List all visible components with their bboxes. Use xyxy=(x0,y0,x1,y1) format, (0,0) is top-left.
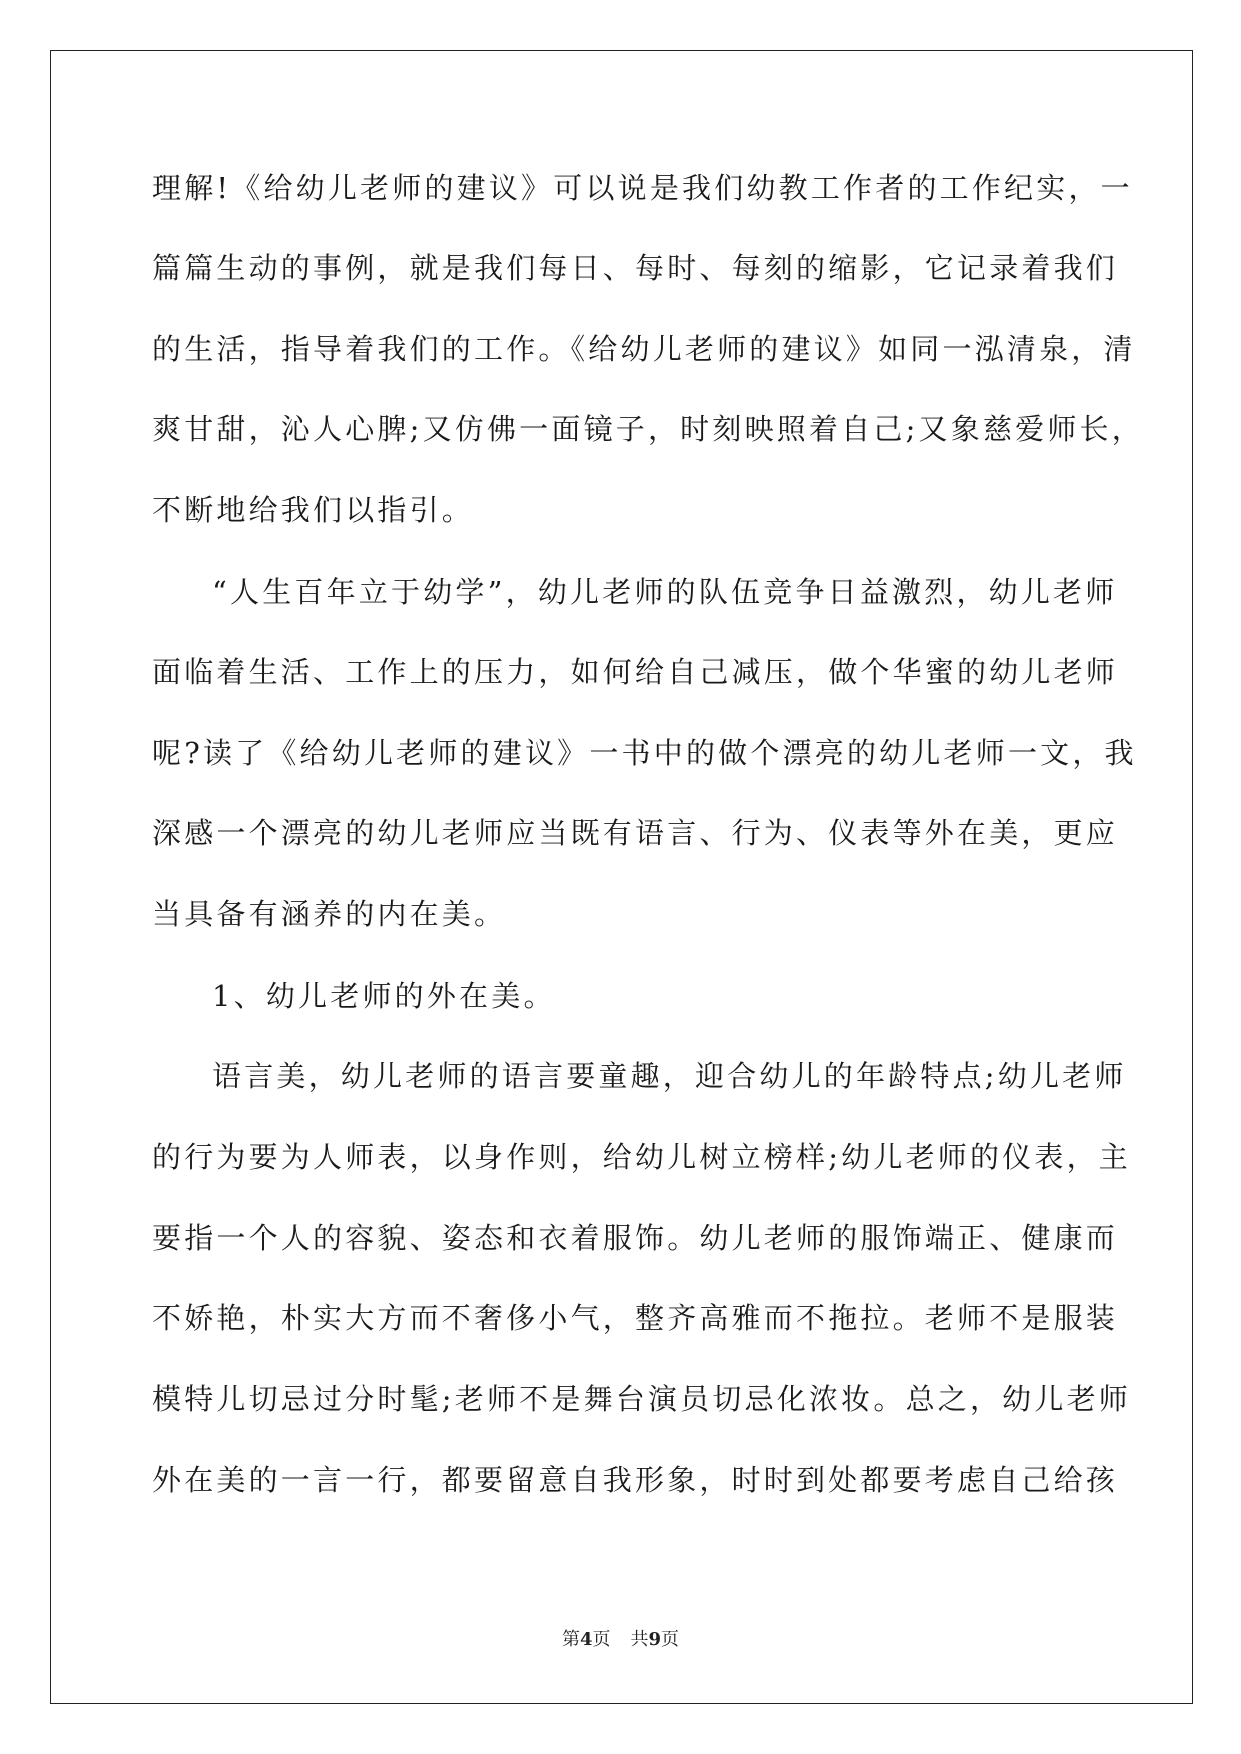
text-line: 的生活，指导着我们的工作。《给幼儿老师的建议》如同一泓清泉，清 xyxy=(152,332,1136,366)
text-line: “人生百年立于幼学”，幼儿老师的队伍竞争日益激烈，幼儿老师 xyxy=(212,575,1118,609)
text-line: 的行为要为人师表，以身作则，给幼儿树立榜样;幼儿老师的仪表，主 xyxy=(152,1140,1131,1174)
page-border xyxy=(50,50,1193,1704)
text-line: 篇篇生动的事例，就是我们每日、每时、每刻的缩影，它记录着我们 xyxy=(152,251,1119,285)
text-line: 理解!《给幼儿老师的建议》可以说是我们幼教工作者的工作纪实，一 xyxy=(152,171,1133,205)
text-line: 面临着生活、工作上的压力，如何给自己减压，做个华蜜的幼儿老师 xyxy=(152,655,1119,689)
text-line: 爽甘甜，沁人心脾;又仿佛一面镜子，时刻映照着自己;又象慈爱师长， xyxy=(152,412,1144,446)
page-prefix: 第 xyxy=(561,1629,580,1650)
text-line: 外在美的一言一行，都要留意自我形象，时时到处都要考虑自己给孩 xyxy=(152,1463,1119,1497)
text-line: 深感一个漂亮的幼儿老师应当既有语言、行为、仪表等外在美，更应 xyxy=(152,816,1119,850)
text-line: 1、幼儿老师的外在美。 xyxy=(212,979,556,1013)
total-number: 9 xyxy=(648,1629,662,1650)
total-prefix: 共 xyxy=(630,1629,649,1650)
text-line: 不娇艳，朴实大方而不奢侈小气，整齐高雅而不拖拉。老师不是服装 xyxy=(152,1301,1119,1335)
text-line: 语言美，幼儿老师的语言要童趣，迎合幼儿的年龄特点;幼儿老师 xyxy=(212,1059,1127,1093)
page-footer xyxy=(0,1625,1241,1651)
page-suffix: 页 xyxy=(592,1629,611,1650)
text-line: 呢?读了《给幼儿老师的建议》一书中的做个漂亮的幼儿老师一文，我 xyxy=(152,736,1137,770)
text-line: 当具备有涵养的内在美。 xyxy=(152,897,507,931)
total-suffix: 页 xyxy=(661,1629,680,1650)
text-line: 模特儿切忌过分时髦;老师不是舞台演员切忌化浓妆。总之，幼儿老师 xyxy=(152,1382,1131,1416)
text-line: 不断地给我们以指引。 xyxy=(152,493,475,527)
text-line: 要指一个人的容貌、姿态和衣着服饰。幼儿老师的服饰端正、健康而 xyxy=(152,1221,1119,1255)
page-number: 4 xyxy=(579,1629,593,1650)
